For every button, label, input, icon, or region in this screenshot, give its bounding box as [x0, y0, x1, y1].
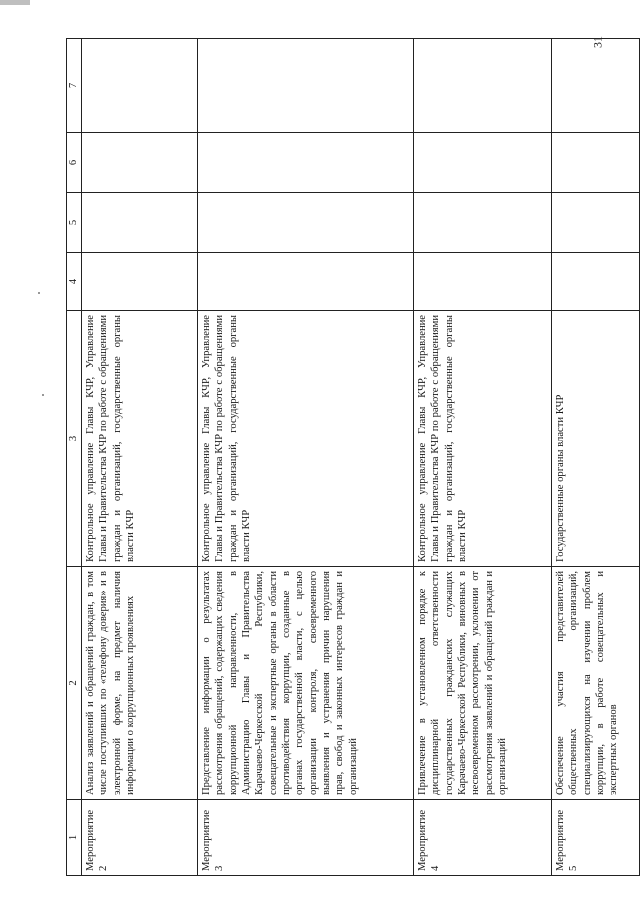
activity-executor: Государственные органы власти КЧР [552, 311, 640, 567]
activity-description: Привлечение в установленном порядке к дисциплинарной ответственности государственных гражданских служащих Карачаево-Черкесской Республики, виновных в несвоевременном рассмотрении, уклонении от рассмотрения заявлений и обращений граждан и организаций [414, 567, 552, 800]
header-cell-1: 1 [67, 800, 82, 876]
activity-name: Мероприятие 3 [198, 800, 414, 876]
cell-col-4 [414, 253, 552, 311]
cell-col-7 [552, 39, 640, 133]
table-row [552, 39, 640, 876]
activity-executor: Контрольное управление Главы КЧР, Управление Главы и Правительства КЧР по работе с обращениями граждан и организаций, государственные органы власти КЧР [198, 311, 414, 567]
cell-col-4 [82, 253, 198, 311]
cell-col-7 [414, 39, 552, 133]
cell-col-6 [82, 133, 198, 193]
cell-col-4 [552, 253, 640, 311]
activity-name: Мероприятие 5 [552, 800, 640, 876]
cell-col-7 [82, 39, 198, 133]
scan-speck [42, 394, 44, 396]
activity-description: Обеспечение участия представителей общественных организаций, специализирующихся на изучении проблем коррупции, в работе совещательных и экспертных органов [552, 567, 640, 800]
activity-description: Анализ заявлений и обращений граждан, в том числе поступивших по «телефону доверия» и в электронной форме, на предмет наличия информации о коррупционных проявлениях [82, 567, 198, 800]
activity-executor: Контрольное управление Главы КЧР, Управление Главы и Правительства КЧР по работе с обращениями граждан и организаций, государственные органы власти КЧР [414, 311, 552, 567]
header-cell-3: 3 [67, 311, 82, 567]
cell-col-4 [198, 253, 414, 311]
header-cell-4: 4 [67, 253, 82, 311]
page-number: 31 [590, 36, 605, 48]
scan-edge-mark [0, 0, 30, 5]
cell-col-7 [198, 39, 414, 133]
activities-table [66, 38, 640, 876]
cell-col-6 [552, 133, 640, 193]
cell-col-5 [552, 193, 640, 253]
activity-name: Мероприятие 4 [414, 800, 552, 876]
cell-col-5 [414, 193, 552, 253]
table-row [414, 39, 552, 876]
table-row [82, 39, 198, 876]
activity-executor: Контрольное управление Главы КЧР, Управление Главы и Правительства КЧР по работе с обращениями граждан и организаций, государственные органы власти КЧР [82, 311, 198, 567]
header-row [67, 39, 82, 876]
header-cell-2: 2 [67, 567, 82, 800]
table-row [198, 39, 414, 876]
activity-name: Мероприятие 2 [82, 800, 198, 876]
cell-col-5 [198, 193, 414, 253]
header-cell-6: 6 [67, 133, 82, 193]
cell-col-6 [198, 133, 414, 193]
scan-speck [38, 292, 40, 294]
header-cell-5: 5 [67, 193, 82, 253]
cell-col-5 [82, 193, 198, 253]
header-cell-7: 7 [67, 39, 82, 133]
cell-col-6 [414, 133, 552, 193]
activity-description: Представление информации о результатах рассмотрения обращений, содержащих сведения коррупционной направленности, в Администрацию Главы и Правительства Карачаево-Черкесской Республики, совещательные и экспертные органы в области противодействия коррупции, созданные в органах государственной власти, с целью организации контроля, своевременного выявления и устранения причин нарушения прав, свобод и законных интересов граждан и организаций [198, 567, 414, 800]
